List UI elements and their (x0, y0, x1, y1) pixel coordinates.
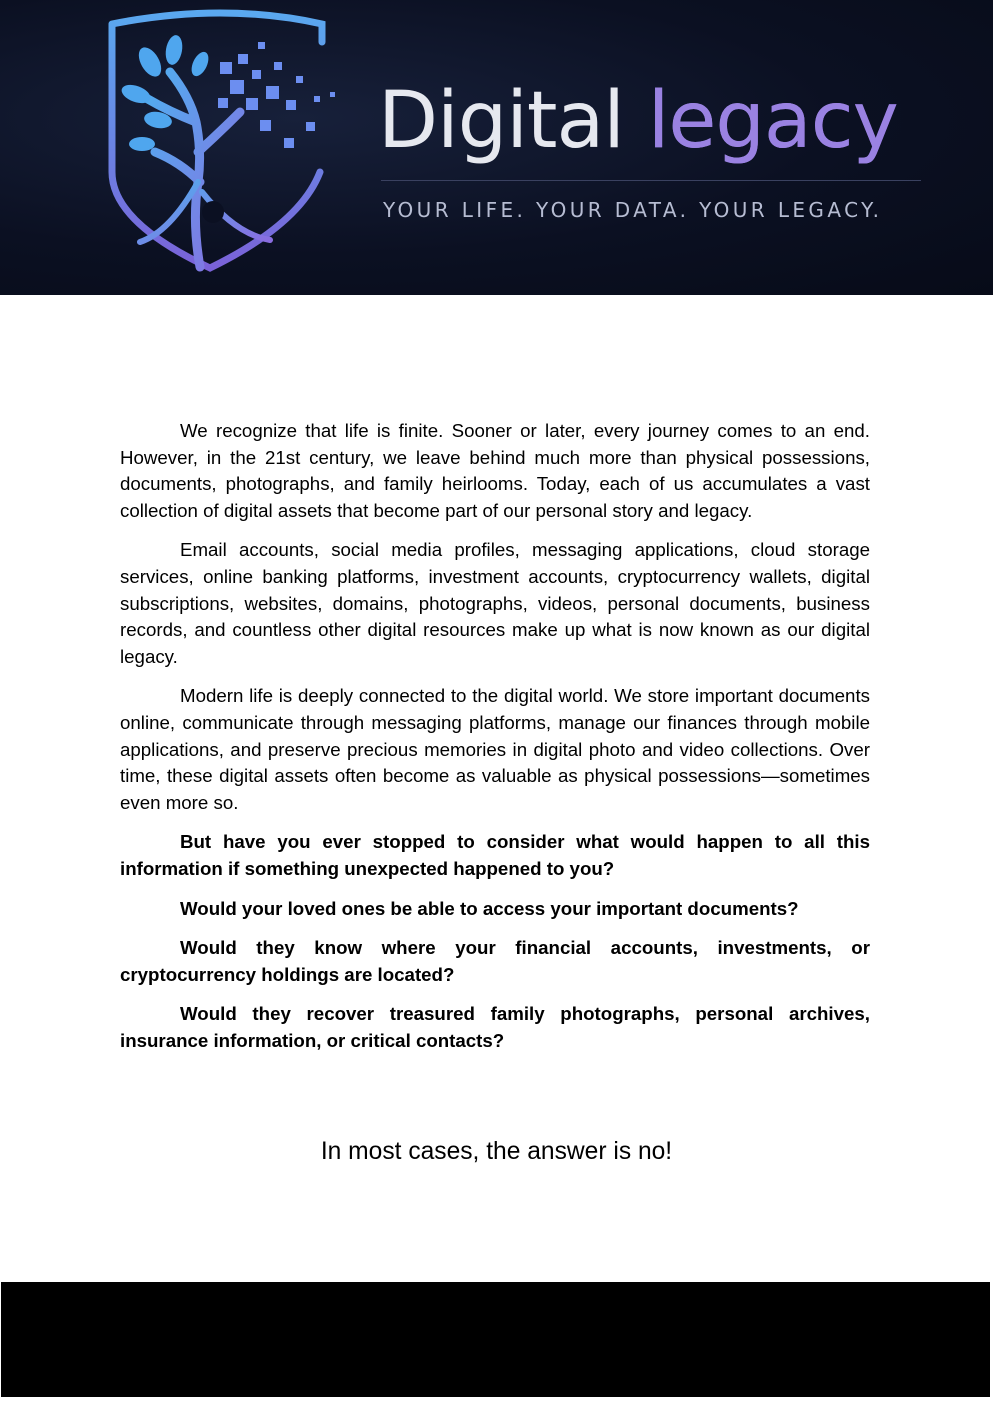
brand-divider (381, 180, 921, 181)
brand-first-word: Digital (378, 76, 624, 166)
question-paragraph: Would your loved ones be able to access your important documents? (180, 897, 799, 919)
question-paragraph: Would they recover treasured family photographs, personal archives, insurance information, or critical contacts? (120, 1003, 870, 1051)
question-paragraph: Would they know where your financial accounts, investments, or cryptocurrency holdings are located? (120, 937, 870, 985)
footer-band (1, 1282, 990, 1397)
brand-tagline: YOUR LIFE. YOUR DATA. YOUR LEGACY. (383, 198, 883, 222)
digital-assets-paragraph: Email accounts, social media profiles, messaging applications, cloud storage services, online banking platforms, investment accounts, cryptocurrency wallets, digital subscriptions, websites, domains, photographs, videos, personal documents, business records, and countless other digital resources make up what is now known as our digital legacy. (120, 539, 870, 667)
body-content (120, 418, 870, 1067)
brand-wordmark (378, 66, 898, 176)
closing-statement: In most cases, the answer is no! (320, 1138, 673, 1165)
modern-life-paragraph: Modern life is deeply connected to the digital world. We store important documents online, communicate through messaging platforms, manage our finances through mobile applications, and preserve precious memories in digital photo and video collections. Over time, these digital assets often become as valuable as physical possessions—sometimes even more so. (120, 685, 870, 813)
question-paragraph: But have you ever stopped to consider what would happen to all this information if something unexpected happened to you? (120, 831, 870, 879)
brand-second-word: legacy (647, 76, 898, 166)
intro-paragraph: We recognize that life is finite. Sooner or later, every journey comes to an end. However, in the 21st century, we leave behind much more than physical possessions, documents, photographs, and family heirlooms. Today, each of us accumulates a vast collection of digital assets that become part of our personal story and legacy. (120, 420, 870, 521)
header-banner (0, 0, 993, 295)
tree-shield-logo-icon (100, 2, 346, 274)
